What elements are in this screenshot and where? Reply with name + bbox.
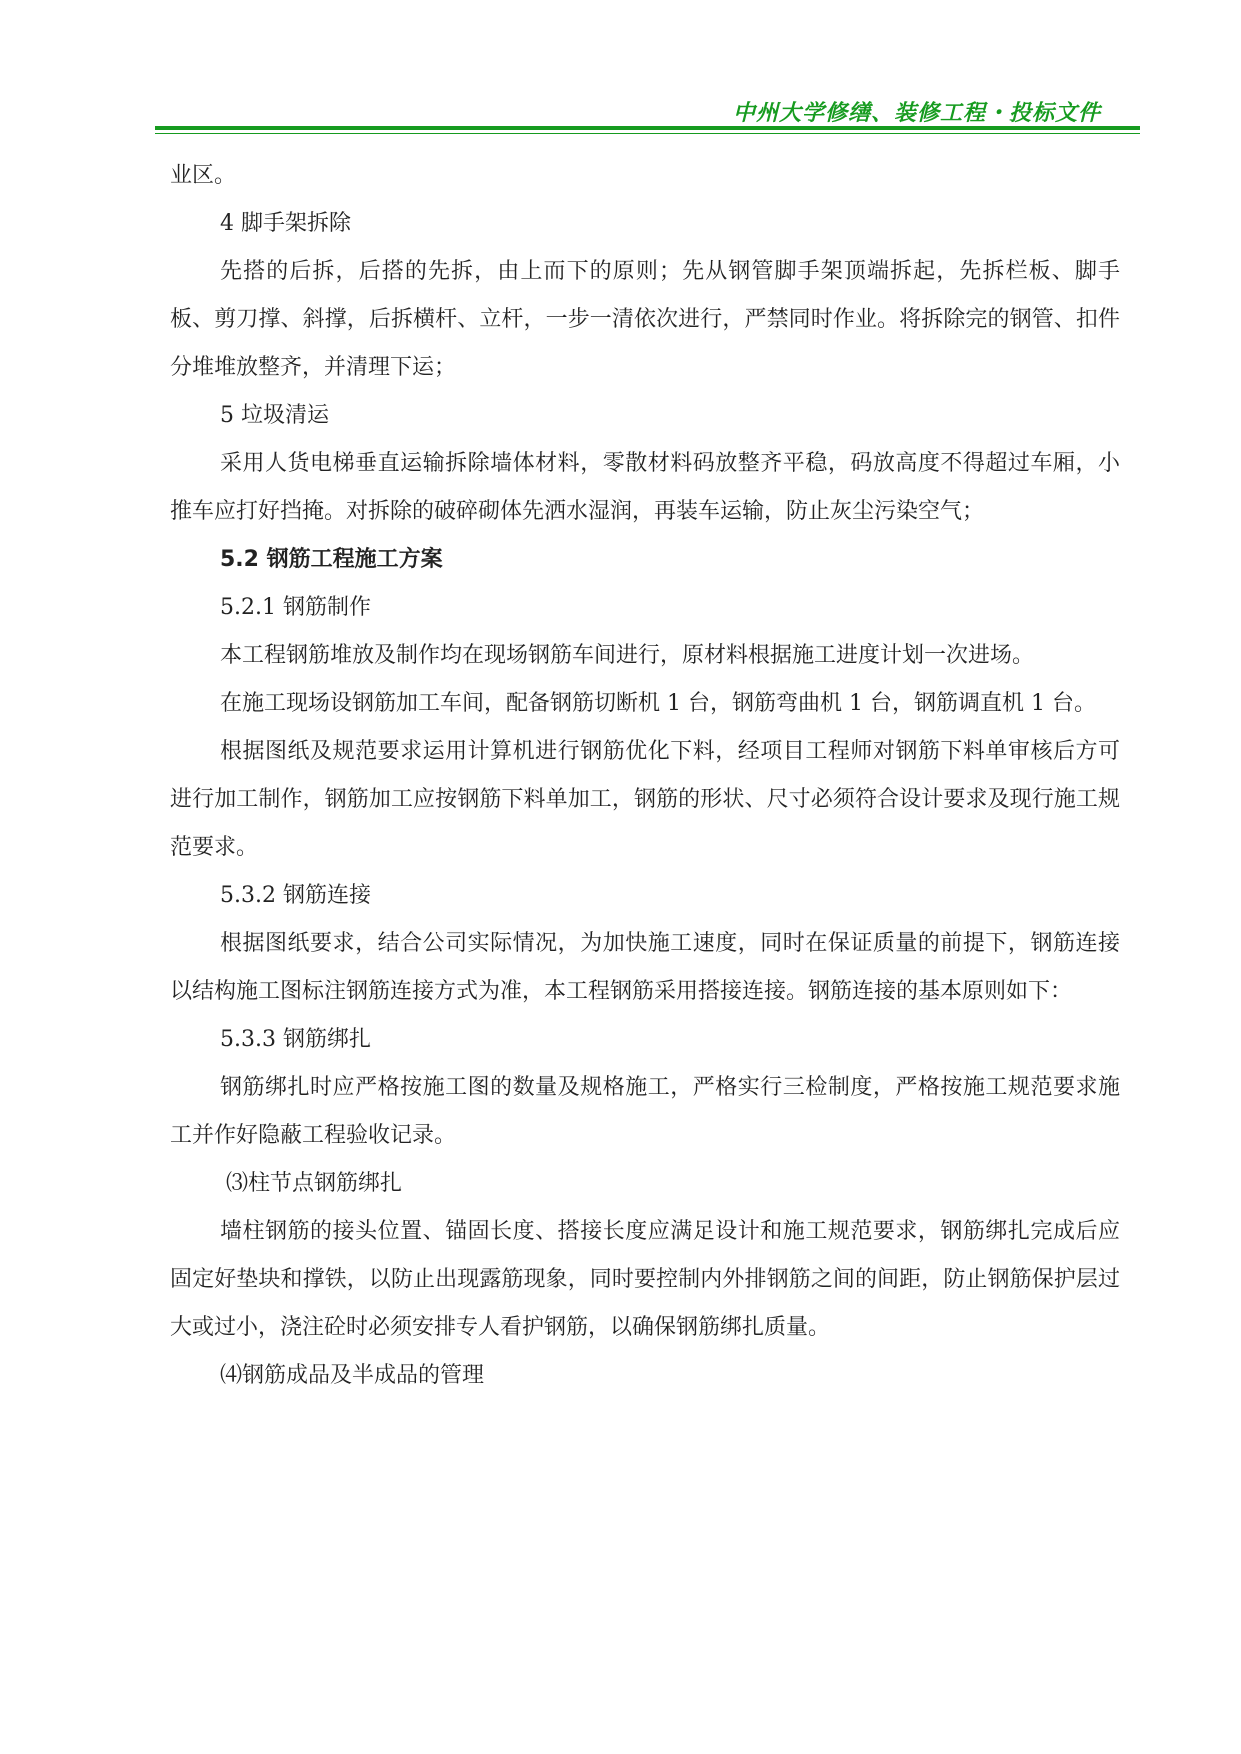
paragraph-rebar-binding: 钢筋绑扎时应严格按施工图的数量及规格施工，严格实行三检制度，严格按施工规范要求施工并作好隐蔽工程验收记录。 [170,1075,1120,1148]
subheading-scaffold-removal: 4 脚手架拆除 [220,211,351,236]
header-divider-thin [155,133,1140,134]
subheading-rebar-binding: 5.3.3 钢筋绑扎 [220,1027,371,1052]
subheading-rebar-connection: 5.3.2 钢筋连接 [220,883,371,908]
paragraph-rebar-optimization: 根据图纸及规范要求运用计算机进行钢筋优化下料，经项目工程师对钢筋下料单审核后方可进行加工制作，钢筋加工应按钢筋下料单加工，钢筋的形状、尺寸必须符合设计要求及现行施工规范要求。 [170,739,1120,860]
subheading-rebar-product-management: ⑷钢筋成品及半成品的管理 [220,1363,485,1388]
subheading-column-node-binding: ⑶柱节点钢筋绑扎 [226,1171,403,1196]
paragraph-rebar-storage: 本工程钢筋堆放及制作均在现场钢筋车间进行，原材料根据施工进度计划一次进场。 [220,643,1035,668]
document-body [170,152,1120,1400]
subheading-waste-removal: 5 垃圾清运 [220,403,329,428]
page-header-title: 中州大学修缮、装修工程・投标文件 [732,101,1101,126]
paragraph-rebar-workshop: 在施工现场设钢筋加工车间，配备钢筋切断机 1 台，钢筋弯曲机 1 台，钢筋调直机 1 台。 [220,691,1096,716]
section-heading-rebar-plan: 5.2 钢筋工程施工方案 [220,547,443,572]
header-divider-thick [155,126,1140,130]
paragraph-column-node-binding: 墙柱钢筋的接头位置、锚固长度、搭接长度应满足设计和施工规范要求，钢筋绑扎完成后应固定好垫块和撑铁，以防止出现露筋现象，同时要控制内外排钢筋之间的间距，防止钢筋保护层过大或过小，浇注砼时必须安排专人看护钢筋，以确保钢筋绑扎质量。 [170,1219,1120,1340]
paragraph-scaffold-removal: 先搭的后拆，后搭的先拆，由上而下的原则；先从钢管脚手架顶端拆起，先拆栏板、脚手板、剪刀撑、斜撑，后拆横杆、立杆，一步一清依次进行，严禁同时作业。将拆除完的钢管、扣件分堆堆放整齐，并清理下运； [170,259,1120,380]
subheading-rebar-fabrication: 5.2.1 钢筋制作 [220,595,371,620]
paragraph-waste-removal: 采用人货电梯垂直运输拆除墙体材料，零散材料码放整齐平稳，码放高度不得超过车厢，小推车应打好挡掩。对拆除的破碎砌体先洒水湿润，再装车运输，防止灰尘污染空气； [170,451,1120,524]
paragraph-continuation: 业区。 [170,163,237,188]
paragraph-rebar-connection: 根据图纸要求，结合公司实际情况，为加快施工速度，同时在保证质量的前提下，钢筋连接以结构施工图标注钢筋连接方式为准，本工程钢筋采用搭接连接。钢筋连接的基本原则如下： [170,931,1120,1004]
